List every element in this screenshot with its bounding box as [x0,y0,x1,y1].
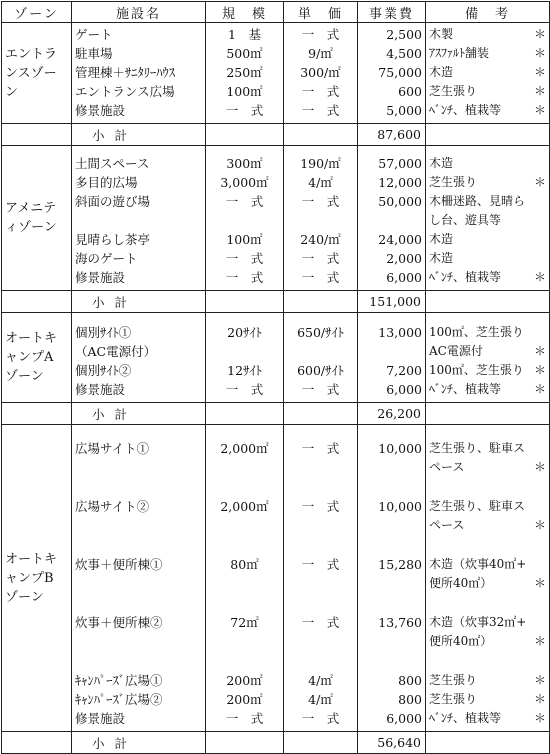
cost-line: 600 [398,84,422,99]
facility-name-cell [72,23,206,124]
price-line [287,632,354,651]
row-spacer [287,593,354,613]
subtotal-price-cell [284,403,358,425]
zone-name-line: ンスゾー [5,65,57,81]
note-line [429,230,546,249]
facility-name-cell [72,313,206,403]
note-line [429,458,546,477]
zone-name-line: アメニテ [5,201,57,216]
name-line: 修景施設 [75,382,126,397]
subtotal-scale-cell [206,291,284,313]
subtotal-notes-cell [426,403,550,425]
row-spacer [75,477,202,497]
name-line: 広場サイト② [75,499,150,514]
price-line: 一 式 [301,382,340,397]
asterisk-mark: ＊ [533,692,546,706]
note-line [429,82,546,101]
asterisk-mark: ＊ [533,84,546,98]
row-spacer [287,477,354,497]
scale-line: 200㎡ [226,673,263,688]
cost-line: 4,500 [386,46,422,61]
note-line [429,101,546,120]
subtotal-value: 87,600 [358,124,426,146]
note-line [429,342,546,361]
cost-line [361,458,422,477]
name-line: 修景施設 [75,103,126,118]
subtotal-value: 56,640 [358,732,426,754]
subtotal-notes-cell [426,124,550,146]
name-line: （AC電源付） [75,344,157,359]
price-line: 4/㎡ [308,692,333,707]
note-text: 芝生張り [429,673,478,687]
facility-name-cell [72,146,206,291]
note-text: 便所40㎡） [429,576,493,590]
asterisk-mark: ＊ [533,382,546,396]
scale-line [209,632,280,651]
zone-name-line: エントラ [5,46,58,62]
price-line: 600/ｻｲﾄ [297,363,344,378]
cost-cell [358,23,426,124]
scale-line: 一 式 [225,711,264,726]
zone-name [2,23,72,124]
asterisk-mark: ＊ [533,576,546,590]
zone-name-line: ャンプA [5,350,54,365]
cost-line: 2,000 [386,251,422,266]
scale-line: 20ｻｲﾄ [227,325,262,340]
note-line [429,268,546,287]
subtotal-price-cell [284,124,358,146]
note-line [429,497,546,516]
asterisk-mark: ＊ [533,46,546,60]
note-line [429,516,546,535]
note-line [429,192,546,211]
name-line: 管理棟＋ｻﾆﾀﾘｰﾊｳｽ [75,65,176,80]
cost-line [361,516,422,535]
cost-line: 6,000 [386,711,422,726]
note-line [429,154,546,173]
header-zone: ゾーン [2,2,72,23]
unit-price-cell [284,23,358,124]
zone-name [2,146,72,291]
name-line: 多目的広場 [75,175,138,190]
price-line: 一 式 [301,441,340,456]
note-text: 100㎡、芝生張り [429,363,524,377]
price-line: 300/㎡ [300,65,341,80]
price-line: 一 式 [301,84,340,99]
scale-line [209,458,280,477]
cost-line [361,632,422,651]
note-text: 木造 [429,232,454,246]
subtotal-zone-cell [2,403,72,425]
note-line [429,709,546,728]
subtotal-zone-cell [2,124,72,146]
note-line [429,25,546,44]
row-spacer [361,477,422,497]
price-line: 一 式 [301,194,340,209]
name-line: 個別ｻｲﾄ① [75,325,132,340]
asterisk-mark: ＊ [533,634,546,648]
note-text: し台、遊具等 [429,213,502,227]
zone-name-line: オートキ [5,551,58,567]
subtotal-price-cell [284,732,358,754]
name-line [75,574,202,593]
row-spacer [287,651,354,671]
note-text: 芝生張り、駐車ス [429,499,526,513]
facility-name-cell [72,425,206,732]
row-spacer [209,535,280,555]
subtotal-value: 26,200 [358,403,426,425]
cost-line: 2,500 [386,27,422,42]
cost-line: 6,000 [386,270,422,285]
row-spacer [287,535,354,555]
subtotal-scale-cell [206,403,284,425]
name-line: 駐車場 [75,46,113,61]
notes-cell [426,425,550,732]
cost-line: 800 [398,673,422,688]
row-spacer [361,535,422,555]
scale-line: 2,000㎡ [220,499,269,514]
asterisk-mark: ＊ [533,460,546,474]
name-line: 個別ｻｲﾄ② [75,363,132,378]
cost-cell [358,146,426,291]
price-line: 190/㎡ [300,156,341,171]
scale-line [209,574,280,593]
price-line: 一 式 [301,27,340,42]
name-line [75,632,202,651]
cost-cell [358,313,426,403]
name-line: ゲート [75,27,113,42]
zone-name-line: ャンプB [5,570,54,586]
name-line: 斜面の遊び場 [75,194,151,209]
scale-line: 一 式 [225,270,264,285]
scale-cell [206,23,284,124]
scale-line: 300㎡ [226,156,263,171]
scale-line: 100㎡ [226,232,263,247]
zone-name [2,313,72,403]
note-text: 木造（炊事32㎡+ [429,615,527,629]
name-line: 炊事＋便所棟① [75,557,163,572]
cost-line: 12,000 [378,175,422,190]
note-text: 木造 [429,65,454,79]
note-line [429,63,546,82]
zone-name-line: ゾーン [5,589,44,605]
subtotal-notes-cell [426,732,550,754]
subtotal-price-cell [284,291,358,313]
note-text: 芝生張り [429,692,478,706]
name-line [75,458,202,477]
name-line [75,211,202,230]
zone-row [2,23,550,124]
price-line [287,574,354,593]
notes-cell [426,313,550,403]
row-spacer [429,477,546,497]
note-line [429,173,546,192]
scale-line: 一 式 [225,251,264,266]
note-text: ｱｽﾌｧﾙﾄ舗装 [429,46,490,60]
cost-line: 50,000 [378,194,422,209]
zone-row [2,146,550,291]
name-line: 修景施設 [75,711,126,726]
asterisk-mark: ＊ [533,711,546,725]
note-text: 100㎡、芝生張り [429,325,524,339]
note-line [429,632,546,651]
note-text: 芝生張り、駐車ス [429,441,526,455]
price-line: 9/㎡ [308,46,333,61]
name-line: 広場サイト① [75,441,150,456]
asterisk-mark: ＊ [533,27,546,41]
subtotal-label: 小計 [72,732,206,754]
row-spacer [429,535,546,555]
note-text: ﾍﾞﾝﾁ、植栽等 [429,270,502,284]
cost-line: 13,000 [378,325,422,340]
note-text: 芝生張り [429,84,478,98]
note-line [429,211,546,230]
scale-line: 100㎡ [226,84,263,99]
cost-line [361,211,422,230]
note-line [429,671,546,690]
scale-line: 1 基 [228,27,261,42]
note-line [429,555,546,574]
scale-line: 一 式 [225,103,264,118]
subtotal-row [2,732,550,754]
subtotal-scale-cell [206,124,284,146]
cost-line: 800 [398,692,422,707]
name-line: 見晴らし茶亭 [75,232,151,247]
header-row [2,2,550,23]
price-line: 一 式 [301,103,340,118]
scale-line: 12ｻｲﾄ [227,363,262,378]
asterisk-mark: ＊ [533,270,546,284]
unit-price-cell [284,425,358,732]
price-line: 4/㎡ [308,673,333,688]
cost-line: 10,000 [378,499,422,514]
note-line [429,249,546,268]
price-line: 650/ｻｲﾄ [297,325,344,340]
zone-name-line: ン [5,84,19,100]
cost-line: 57,000 [378,156,422,171]
scale-line: 2,000㎡ [220,441,269,456]
row-spacer [209,593,280,613]
cost-line: 13,760 [378,615,422,630]
scale-cell [206,425,284,732]
note-line [429,439,546,458]
note-line [429,380,546,399]
row-spacer [75,651,202,671]
unit-price-cell [284,146,358,291]
cost-line: 5,000 [386,103,422,118]
note-line [429,574,546,593]
name-line: エントランス広場 [75,84,175,99]
note-text: ペース [429,518,465,532]
asterisk-mark: ＊ [533,363,546,377]
cost-line: 6,000 [386,382,422,397]
row-spacer [209,477,280,497]
asterisk-mark: ＊ [533,175,546,189]
scale-line: 一 式 [225,194,264,209]
note-text: ﾍﾞﾝﾁ、植栽等 [429,711,502,725]
scale-line: 500㎡ [226,46,263,61]
row-spacer [361,651,422,671]
header-notes: 備 考 [426,2,550,23]
subtotal-row [2,291,550,313]
scale-line [209,342,280,361]
scale-line: 72㎡ [230,615,259,630]
note-text: 芝生張り [429,175,478,189]
scale-line [209,516,280,535]
note-text: ペース [429,460,465,474]
cost-line [361,342,422,361]
subtotal-zone-cell [2,732,72,754]
facility-cost-table [1,1,550,754]
zone-row [2,313,550,403]
zone-name-line: オートキ [5,331,58,346]
price-line: 一 式 [301,557,340,572]
row-spacer [75,593,202,613]
asterisk-mark: ＊ [533,103,546,117]
scale-cell [206,313,284,403]
zone-name [2,425,72,732]
row-spacer [209,651,280,671]
cost-line: 15,280 [378,557,422,572]
subtotal-row [2,124,550,146]
asterisk-mark: ＊ [533,65,546,79]
note-line [429,323,546,342]
asterisk-mark: ＊ [533,518,546,532]
price-line [287,516,354,535]
note-text: 木造 [429,156,454,170]
price-line: 4/㎡ [308,175,333,190]
subtotal-scale-cell [206,732,284,754]
scale-line: 250㎡ [226,65,263,80]
note-text: 木造（炊事40㎡+ [429,557,527,571]
price-line [287,211,354,230]
price-line [287,342,354,361]
note-text: ﾍﾞﾝﾁ、植栽等 [429,103,502,117]
name-line: 修景施設 [75,270,126,285]
row-spacer [75,535,202,555]
note-line [429,361,546,380]
subtotal-label: 小計 [72,124,206,146]
notes-cell [426,23,550,124]
zone-row [2,425,550,732]
price-line: 一 式 [301,251,340,266]
note-text: 木製 [429,27,454,41]
cost-line: 24,000 [378,232,422,247]
row-spacer [429,593,546,613]
cost-line [361,574,422,593]
cost-line: 7,200 [386,363,422,378]
subtotal-notes-cell [426,291,550,313]
subtotal-label: 小計 [72,403,206,425]
name-line: 土間スペース [75,156,150,171]
notes-cell [426,146,550,291]
price-line [287,458,354,477]
name-line: 海のゲート [75,251,138,266]
note-text: 便所40㎡） [429,634,493,648]
header-unit-price: 単 価 [284,2,358,23]
note-text: AC電源付 [429,344,483,358]
cost-line: 10,000 [378,441,422,456]
header-cost: 事業費 [358,2,426,23]
cost-cell [358,425,426,732]
scale-line: 一 式 [225,382,264,397]
unit-price-cell [284,313,358,403]
name-line [75,516,202,535]
name-line: ｷｬﾝﾊﾟｰｽﾞ広場① [75,673,163,688]
price-line: 240/㎡ [300,232,341,247]
zone-name-line: ゾーン [5,369,44,384]
asterisk-mark: ＊ [533,673,546,687]
cost-line: 75,000 [378,65,422,80]
note-text: ﾍﾞﾝﾁ、植栽等 [429,382,502,396]
note-text: 木造 [429,251,454,265]
note-text: 木柵迷路、見晴ら [429,194,526,208]
subtotal-row [2,403,550,425]
subtotal-zone-cell [2,291,72,313]
scale-line: 80㎡ [230,557,259,572]
scale-cell [206,146,284,291]
scale-line: 3,000㎡ [220,175,269,190]
header-scale: 規 模 [206,2,284,23]
price-line: 一 式 [301,270,340,285]
asterisk-mark: ＊ [533,344,546,358]
scale-line: 200㎡ [226,692,263,707]
price-line: 一 式 [301,711,340,726]
zone-name-line: ィゾーン [5,220,57,235]
row-spacer [361,593,422,613]
price-line: 一 式 [301,615,340,630]
note-line [429,613,546,632]
subtotal-label: 小計 [72,291,206,313]
note-line [429,690,546,709]
header-facility: 施設名 [72,2,206,23]
name-line: ｷｬﾝﾊﾟｰｽﾞ広場② [75,692,163,707]
subtotal-value: 151,000 [358,291,426,313]
scale-line [209,211,280,230]
price-line: 一 式 [301,499,340,514]
name-line: 炊事＋便所棟② [75,615,163,630]
row-spacer [429,651,546,671]
note-line [429,44,546,63]
